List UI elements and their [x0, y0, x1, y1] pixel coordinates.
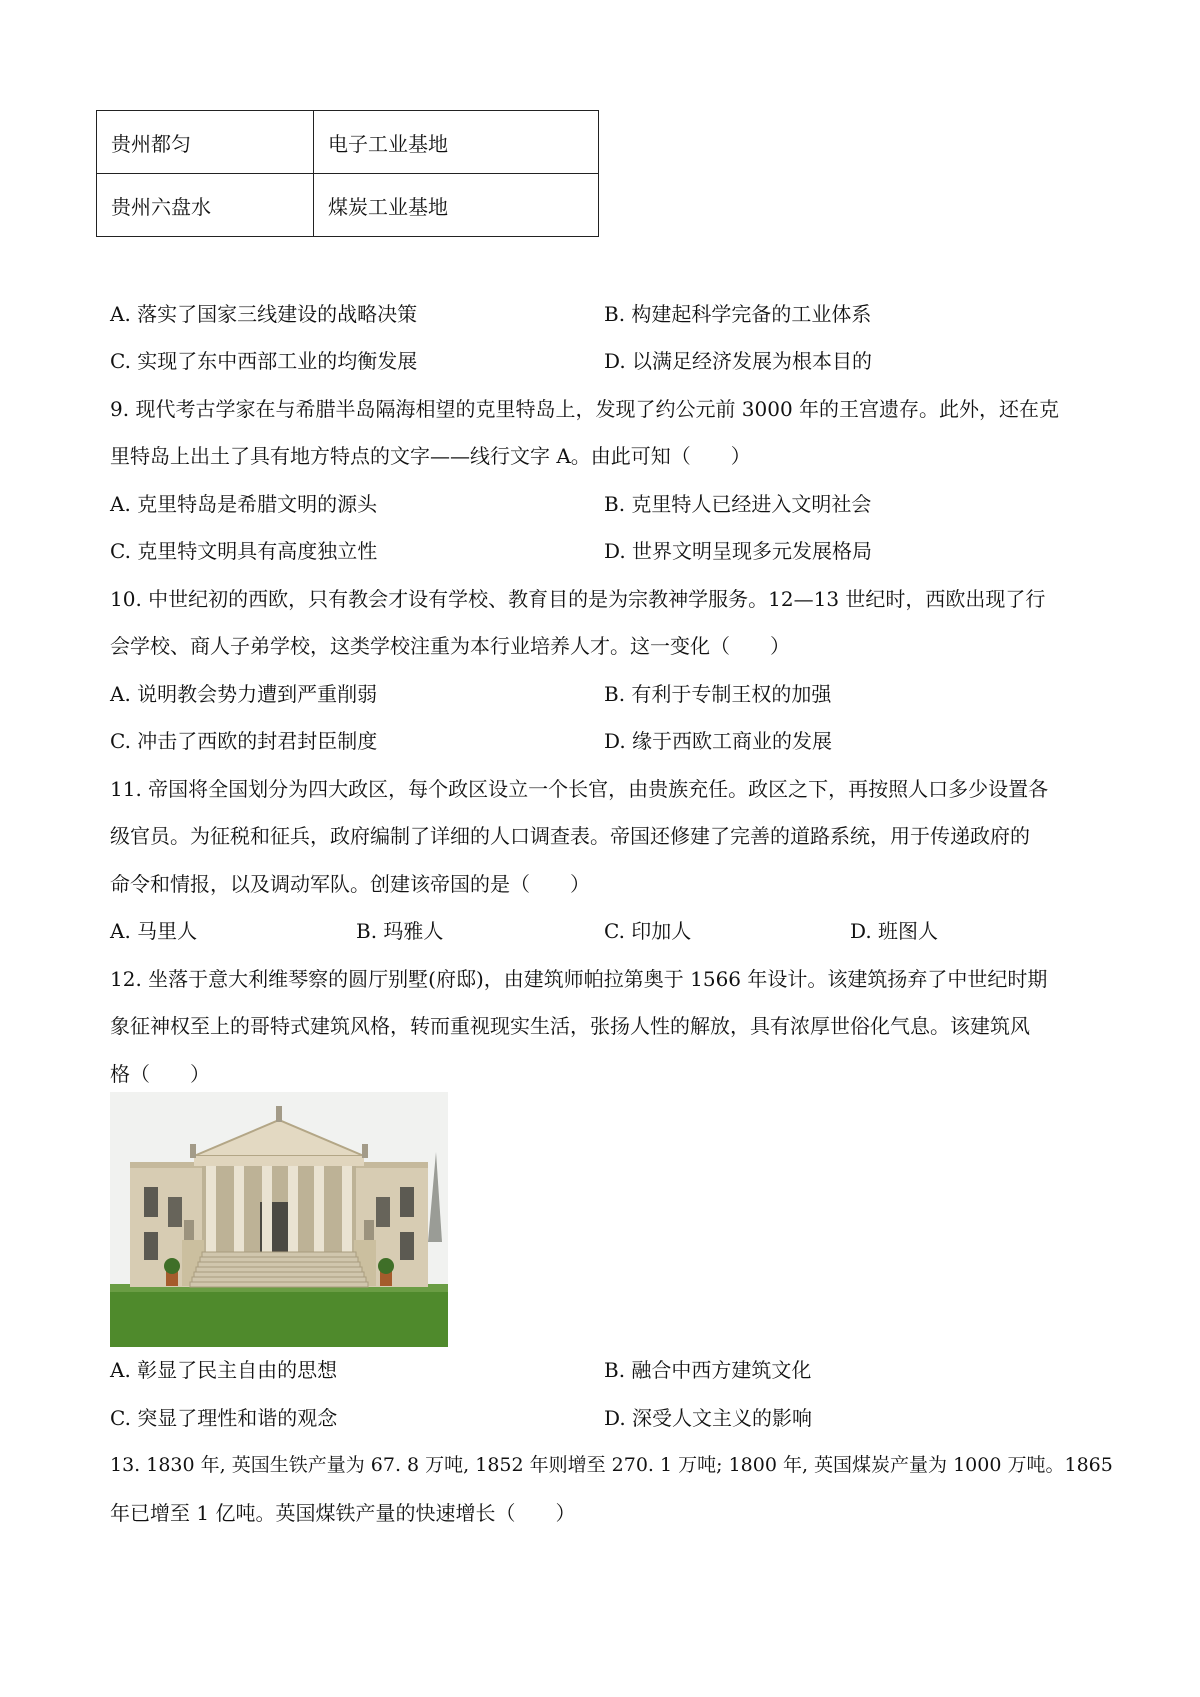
q13-stem-line: 年已增至 1 亿吨。英国煤铁产量的快速增长（ ） [110, 1501, 576, 1525]
q11-option-c: C. 印加人 [604, 919, 692, 943]
q12-option-a: A. 彰显了民主自由的思想 [110, 1358, 338, 1382]
q11-stem-line: 级官员。为征税和征兵，政府编制了详细的人口调查表。帝国还修建了完善的道路系统，用于传递政府的 [110, 824, 1030, 848]
q8-option-b: B. 构建起科学完备的工业体系 [604, 302, 872, 326]
q10-option-c: C. 冲击了西欧的封君封臣制度 [110, 729, 378, 753]
q8-option-d: D. 以满足经济发展为根本目的 [604, 349, 873, 373]
table-row [97, 174, 599, 237]
q10-option-a: A. 说明教会势力遭到严重削弱 [110, 682, 378, 706]
q9-stem-line: 里特岛上出土了具有地方特点的文字——线行文字 A。由此可知（ ） [110, 444, 751, 468]
table-cell-place: 贵州都匀 [97, 111, 314, 174]
q12-option-d: D. 深受人文主义的影响 [604, 1406, 813, 1430]
q12-stem-line: 12. 坐落于意大利维琴察的圆厅别墅(府邸)，由建筑师帕拉第奥于 1566 年设计。该建筑扬弃了中世纪时期 [110, 967, 1048, 991]
q9-option-a: A. 克里特岛是希腊文明的源头 [110, 492, 378, 516]
q12-stem-line: 格（ ） [110, 1062, 210, 1086]
q9-option-c: C. 克里特文明具有高度独立性 [110, 539, 378, 563]
q10-option-b: B. 有利于专制王权的加强 [604, 682, 832, 706]
q11-stem-line: 命令和情报，以及调动军队。创建该帝国的是（ ） [110, 872, 590, 896]
q11-option-b: B. 玛雅人 [356, 919, 444, 943]
industry-base-table [96, 110, 599, 237]
q10-option-d: D. 缘于西欧工商业的发展 [604, 729, 833, 753]
q8-option-a: A. 落实了国家三线建设的战略决策 [110, 302, 418, 326]
q10-stem-line: 10. 中世纪初的西欧，只有教会才设有学校、教育目的是为宗教神学服务。12—13 世纪时，西欧出现了行 [110, 587, 1046, 611]
q8-option-c: C. 实现了东中西部工业的均衡发展 [110, 349, 418, 373]
table-cell-place: 贵州六盘水 [97, 174, 314, 237]
q13-stem-line: 13. 1830 年, 英国生铁产量为 67. 8 万吨, 1852 年则增至 270. 1 万吨; 1800 年, 英国煤炭产量为 1000 万吨。1865 [110, 1454, 1113, 1476]
q11-option-d: D. 班图人 [850, 919, 939, 943]
table-cell-base: 煤炭工业基地 [314, 174, 599, 237]
q12-option-c: C. 突显了理性和谐的观念 [110, 1406, 338, 1430]
villa-rotonda-photo [110, 1092, 448, 1347]
q12-stem-line: 象征神权至上的哥特式建筑风格，转而重视现实生活，张扬人性的解放，具有浓厚世俗化气息。该建筑风 [110, 1014, 1030, 1038]
q9-option-d: D. 世界文明呈现多元发展格局 [604, 539, 873, 563]
q9-option-b: B. 克里特人已经进入文明社会 [604, 492, 872, 516]
q11-stem-line: 11. 帝国将全国划分为四大政区，每个政区设立一个长官，由贵族充任。政区之下，再按照人口多少设置各 [110, 777, 1049, 801]
q12-option-b: B. 融合中西方建筑文化 [604, 1358, 812, 1382]
q10-stem-line: 会学校、商人子弟学校，这类学校注重为本行业培养人才。这一变化（ ） [110, 634, 790, 658]
table-row [97, 111, 599, 174]
table-cell-base: 电子工业基地 [314, 111, 599, 174]
q11-option-a: A. 马里人 [110, 919, 198, 943]
q9-stem-line: 9. 现代考古学家在与希腊半岛隔海相望的克里特岛上，发现了约公元前 3000 年的王宫遗存。此外，还在克 [110, 397, 1060, 421]
